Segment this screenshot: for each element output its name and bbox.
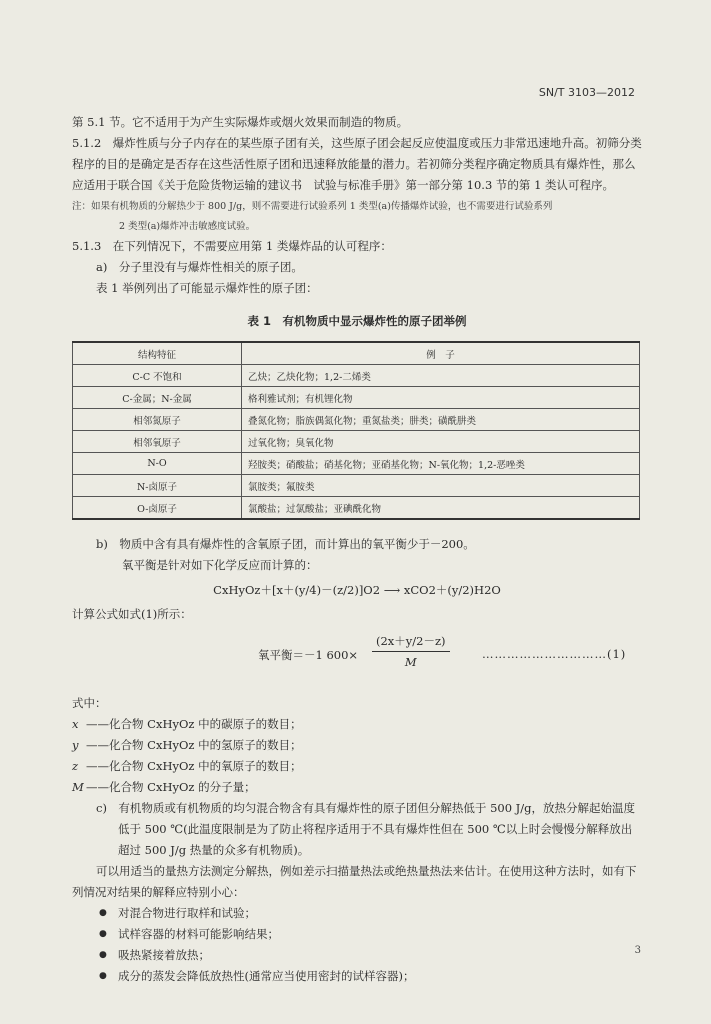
paragraph: 可以用适当的量热方法测定分解热，例如差示扫描量热法或绝热量热法来估计。在使用这种方法时，如有下列情况对结果的解释应特别小心： — [72, 864, 637, 899]
variable-definition — [72, 756, 642, 777]
note: 注：如果有机物质的分解热少于 800 J/g，则不需要进行试验系列 1 类型(a)传播爆炸试验，也不需要进行试验系列 — [72, 201, 553, 212]
equation-fraction — [372, 631, 450, 672]
variable-definition — [72, 735, 642, 756]
equation-lhs: 氧平衡＝－1 600× — [258, 648, 359, 662]
variable-definition — [72, 777, 642, 798]
page-content — [72, 112, 642, 987]
table-row — [73, 475, 640, 497]
explosive-groups-table — [72, 341, 640, 520]
table-row — [73, 497, 640, 520]
list-item-c: c) 有机物质或有机物质的均匀混合物含有具有爆炸性的原子团但分解热低于 500 J/g，放热分解起始温度低于 500 ℃(此温度限制是为了防止将程序适用于不具有爆炸性但在 500 ℃以上时会慢慢分解释放出超过 500 J/g 热量的众多有机物质)。 — [96, 801, 636, 857]
where-label: 式中： — [72, 696, 107, 710]
variable-desc: ——化合物 CxHyOz 的分子量； — [86, 780, 256, 794]
chemical-reaction: CxHyOz＋[x＋(y/4)－(z/2)]O2 ⟶ xCO2＋(y/2)H2O — [213, 583, 501, 597]
table-header-cell: 例 子 — [242, 342, 640, 365]
equation-denominator: M — [404, 655, 417, 669]
table-cell: 氯酸盐；过氯酸盐；亚碘酰化物 — [242, 497, 640, 520]
variable-symbol: M — [72, 780, 84, 794]
table-cell: 相邻氮原子 — [73, 409, 242, 431]
table-cell: 格利雅试剂；有机锂化物 — [242, 387, 640, 409]
table-cell: N-O — [73, 453, 242, 475]
bullet-item: ● 试样容器的材料可能影响结果； — [96, 924, 642, 945]
standard-number: SN/T 3103—2012 — [538, 86, 635, 99]
page-number: 3 — [634, 945, 641, 956]
paragraph: 氧平衡是针对如下化学反应而计算的： — [122, 558, 318, 572]
paragraph: 5.1.3 在下列情况下，不需要应用第 1 类爆炸品的认可程序： — [72, 239, 392, 253]
table-cell: 相邻氧原子 — [73, 431, 242, 453]
list-item-a: a) 分子里没有与爆炸性相关的原子团。 — [96, 260, 303, 274]
table-cell: 过氧化物；臭氧化物 — [242, 431, 640, 453]
table-cell: O-卤原子 — [73, 497, 242, 520]
variable-desc: ——化合物 CxHyOz 中的碳原子的数目； — [86, 717, 302, 731]
table-row — [73, 365, 640, 387]
table-row — [73, 387, 640, 409]
table-row — [73, 409, 640, 431]
bullet-item: ● 对混合物进行取样和试验； — [96, 903, 642, 924]
table-caption: 表 1 有机物质中显示爆炸性的原子团举例 — [247, 314, 467, 328]
list-item-b: b) 物质中含有具有爆炸性的含氧原子团，而计算出的氧平衡少于－200。 — [96, 537, 475, 551]
table-row — [73, 453, 640, 475]
paragraph: 5.1.2 爆炸性质与分子内存在的某些原子团有关，这些原子团会起反应使温度或压力非常迅速地升高。初筛分类程序的目的是确定是否存在这些活性原子团和迅速释放能量的潜力。若初筛分类程序确定物质具有爆炸性，那么应适用于联合国《关于危险货物运输的建议书 试验与标准手册》第一部分第 10.3 节的第 1 类认可程序。 — [72, 136, 642, 192]
table-cell: 乙炔；乙炔化物；1,2-二烯类 — [242, 365, 640, 387]
bullet-item: ● 吸热紧接着放热； — [96, 945, 642, 966]
equation-numerator: (2x＋y/2－z) — [372, 631, 450, 652]
table-cell: C-C 不饱和 — [73, 365, 242, 387]
variable-symbol: x — [72, 717, 79, 731]
table-cell: 羟胺类；硝酸盐；硝基化物；亚硝基化物；N-氧化物；1,2-恶唑类 — [242, 453, 640, 475]
table-cell: N-卤原子 — [73, 475, 242, 497]
variable-desc: ——化合物 CxHyOz 中的氢原子的数目； — [86, 738, 302, 752]
note-continued: 2 类型(a)爆炸冲击敏感度试验。 — [119, 221, 256, 232]
table-header-cell: 结构特征 — [73, 342, 242, 365]
variable-desc: ——化合物 CxHyOz 中的氧原子的数目； — [86, 759, 302, 773]
variable-definition — [72, 714, 642, 735]
variable-symbol: y — [72, 738, 79, 752]
table-intro: 表 1 举例列出了可能显示爆炸性的原子团： — [96, 281, 318, 295]
paragraph: 计算公式如式(1)所示： — [72, 607, 192, 621]
table-header-row — [73, 342, 640, 365]
table-row — [73, 431, 640, 453]
equation-number: …………………………(1) — [482, 647, 627, 661]
paragraph: 第 5.1 节。它不适用于为产生实际爆炸或烟火效果而制造的物质。 — [72, 115, 409, 129]
table-cell: 叠氮化物；脂族偶氮化物；重氮盐类；肼类；磺酰肼类 — [242, 409, 640, 431]
table-cell: C-金属；N-金属 — [73, 387, 242, 409]
variable-symbol: z — [72, 759, 79, 773]
table-cell: 氯胺类；氟胺类 — [242, 475, 640, 497]
bullet-item: ● 成分的蒸发会降低放热性(通常应当使用密封的试样容器)； — [96, 966, 642, 987]
oxygen-balance-equation — [72, 631, 642, 683]
